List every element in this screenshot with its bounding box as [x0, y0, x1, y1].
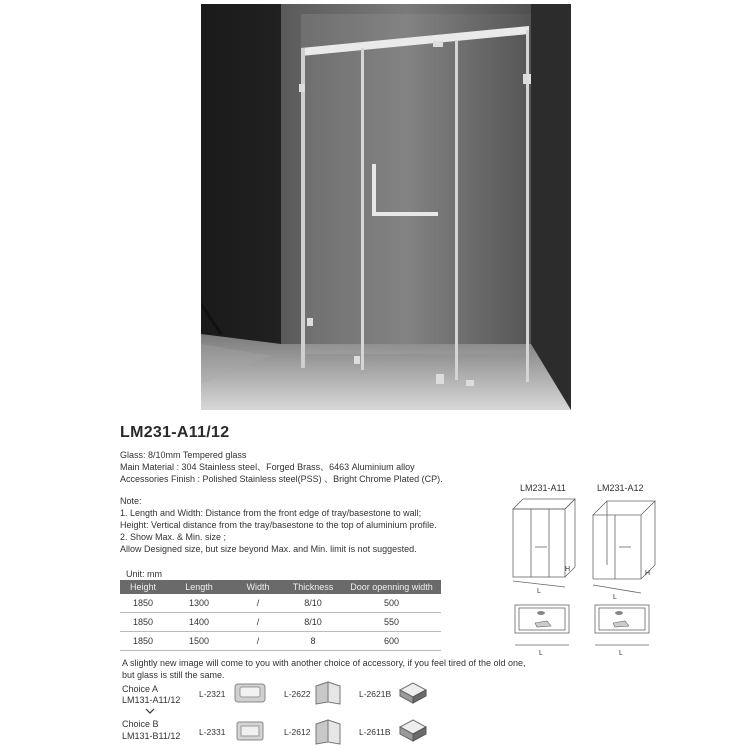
accessory-code: L-2622: [284, 689, 311, 699]
table-row: [120, 632, 441, 651]
product-photo: [201, 4, 571, 410]
shower-enclosure-icon: [201, 4, 571, 410]
note-line: Allow Designed size, but size beyond Max. and Min. limit is not suggested.: [120, 544, 417, 554]
enclosure-diagram-a11: [505, 495, 585, 660]
table-cell: 8/10: [284, 613, 342, 632]
note-line: 2. Show Max. & Min. size ;: [120, 532, 227, 542]
tip-line: A slightly new image will come to you with another choice of accessory, if you feel tired of the old one,: [122, 658, 526, 668]
table-cell: /: [232, 594, 284, 613]
length-mark: L: [537, 588, 541, 595]
accessory-code: L-2331: [199, 727, 226, 737]
accessory-code: L-2621B: [359, 689, 392, 699]
table-cell: 1500: [166, 632, 232, 651]
unit-label: Unit: mm: [126, 569, 162, 579]
connector-icon: [396, 717, 430, 745]
note-line: 1. Length and Width: Distance from the front edge of tray/basestone to wall;: [120, 508, 422, 518]
height-mark: H: [565, 566, 571, 573]
note-line: Height: Vertical distance from the tray/basestone to the top of aluminium profile.: [120, 520, 437, 530]
table-cell: 500: [342, 594, 441, 613]
length-mark: L: [613, 594, 617, 601]
table-cell: 1400: [166, 613, 232, 632]
diagram-label-a11: LM231-A11: [520, 483, 566, 493]
choice-b-label: Choice B: [122, 719, 159, 729]
table-cell: 1850: [120, 632, 166, 651]
glass-clamp-icon: [232, 681, 268, 705]
choice-a-label: Choice A: [122, 684, 159, 694]
column-header: Width: [232, 580, 284, 594]
height-mark: H: [645, 570, 651, 577]
column-header: Door openning width: [342, 580, 441, 594]
table-cell: 550: [342, 613, 441, 632]
table-cell: /: [232, 613, 284, 632]
table-cell: 1850: [120, 594, 166, 613]
spec-material: Main Material : 304 Stainless steel、Forged Brass、6463 Aluminium alloy: [120, 462, 415, 472]
table-header-row: [120, 580, 441, 594]
accessory-code: L-2612: [284, 727, 311, 737]
hinge-icon: [312, 680, 344, 706]
choice-b-model: LM131-B11/12: [122, 731, 181, 741]
chevron-down-icon: [145, 708, 155, 714]
hinge-icon: [312, 716, 344, 746]
column-header: Height: [120, 580, 166, 594]
table-cell: /: [232, 632, 284, 651]
column-header: Thickness: [284, 580, 342, 594]
table-cell: 1300: [166, 594, 232, 613]
length-mark: L: [619, 650, 623, 657]
enclosure-diagram-a12: [585, 495, 665, 660]
table-cell: 8: [284, 632, 342, 651]
choice-a-model: LM131-A11/12: [122, 695, 181, 705]
tip-line: but glass is still the same.: [122, 670, 225, 680]
table-cell: 8/10: [284, 594, 342, 613]
glass-clamp-icon: [234, 718, 266, 744]
spec-glass: Glass: 8/10mm Tempered glass: [120, 450, 247, 460]
spec-finish: Accessories Finish : Polished Stainless steel(PSS) 、Bright Chrome Plated (CP).: [120, 474, 443, 484]
accessory-code: L-2321: [199, 689, 226, 699]
table-cell: 600: [342, 632, 441, 651]
product-title: LM231-A11/12: [120, 424, 230, 441]
table-row: [120, 613, 441, 632]
table-cell: 1850: [120, 613, 166, 632]
column-header: Length: [166, 580, 232, 594]
connector-icon: [396, 680, 430, 706]
dimension-table: [120, 580, 441, 651]
table-row: [120, 594, 441, 613]
length-mark: L: [539, 650, 543, 657]
note-heading: Note:: [120, 496, 142, 506]
accessory-code: L-2611B: [359, 727, 391, 737]
diagram-label-a12: LM231-A12: [597, 483, 644, 493]
